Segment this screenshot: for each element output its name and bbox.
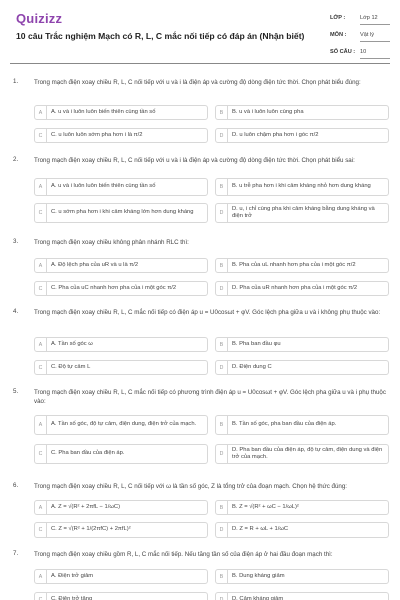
option-letter: B — [216, 570, 228, 583]
option-c[interactable] — [34, 522, 208, 538]
option-a[interactable] — [34, 105, 208, 120]
option-text: D. Pha ban đầu của điện áp, độ tự cảm, điện dung và điện trở của mạch. — [232, 446, 383, 460]
question-number: 3. — [13, 238, 19, 245]
option-d[interactable] — [215, 128, 389, 143]
option-text: B. u và i luôn luôn cùng pha — [232, 108, 304, 115]
header-divider — [10, 63, 390, 64]
option-text: C. Pha ban đầu của điện áp. — [51, 450, 125, 457]
meta-label-question-count: SỐ CÂU : — [330, 49, 356, 55]
option-a[interactable] — [34, 569, 208, 584]
option-letter: D — [216, 129, 228, 142]
option-b[interactable] — [215, 337, 389, 352]
option-d[interactable] — [215, 592, 389, 600]
option-text: C. Độ tự cảm L — [51, 363, 91, 370]
question-number: 5. — [13, 388, 19, 395]
option-a[interactable] — [34, 258, 208, 273]
option-text: C. u sớm pha hơn i khi cảm kháng lớn hơn dung kháng — [51, 209, 194, 216]
question-text: Trong mạch điện xoay chiều R, L, C nối tiếp với u và i là điện áp và cường độ dòng điện tức thời. Chọn phát biểu sai: — [34, 157, 355, 164]
option-letter: A — [35, 501, 47, 514]
option-text: A. Z = √(R² + 2πfL − 1/ωC) — [51, 503, 120, 510]
option-letter: B — [216, 179, 228, 195]
option-text: D. Cảm kháng giảm — [232, 595, 284, 600]
option-letter: A — [35, 106, 47, 119]
option-letter: C — [35, 204, 47, 222]
option-text: A. Tần số góc ω — [51, 340, 93, 347]
option-text: B. Tần số góc, pha ban đầu của điện áp. — [232, 421, 337, 428]
option-text: C. u luôn luôn sớm pha hơn i là π/2 — [51, 131, 143, 138]
option-letter: B — [216, 501, 228, 514]
option-text: D. Pha của uR nhanh hơn pha của i một góc π/2 — [232, 284, 358, 291]
question-number: 4. — [13, 308, 19, 315]
option-b[interactable] — [215, 105, 389, 120]
option-text: A. u và i luôn luôn biến thiên cùng tần số — [51, 108, 156, 115]
meta-label-grade: LỚP : — [330, 15, 346, 21]
option-b[interactable] — [215, 258, 389, 273]
question-text: Trong mạch điện xoay chiều R, L, C nối tiếp với u và i là điện áp và cường độ dòng điện tức thời. Chọn phát biểu đúng: — [34, 79, 361, 86]
option-a[interactable] — [34, 500, 208, 515]
option-text: D. Điện dung C — [232, 363, 272, 370]
option-c[interactable] — [34, 360, 208, 375]
option-letter: D — [216, 593, 228, 600]
option-letter: D — [216, 445, 228, 463]
option-a[interactable] — [34, 337, 208, 352]
meta-value-question-count: 10 — [360, 49, 367, 55]
option-text: D. u, i chỉ cùng pha khi cảm kháng bằng dung kháng và điện trở — [232, 205, 375, 219]
option-letter: A — [35, 179, 47, 195]
option-b[interactable] — [215, 500, 389, 515]
option-letter: A — [35, 259, 47, 272]
option-text: B. Pha của uL nhanh hơn pha của i một góc π/2 — [232, 261, 356, 268]
option-text: B. Dung kháng giảm — [232, 572, 285, 579]
option-text: B. Pha ban đầu φu — [232, 340, 281, 347]
option-letter: A — [35, 416, 47, 434]
question-number: 6. — [13, 482, 19, 489]
meta-info — [330, 12, 390, 63]
option-d[interactable] — [215, 522, 389, 538]
option-text: D. u luôn chậm pha hơn i góc π/2 — [232, 131, 319, 138]
option-b[interactable] — [215, 415, 389, 435]
option-letter: D — [216, 523, 228, 537]
option-letter: C — [35, 523, 47, 537]
meta-row-subject — [330, 29, 390, 46]
meta-row-question-count — [330, 46, 390, 63]
question-number: 1. — [13, 78, 19, 85]
option-text: D. Z = R + ωL + 1/ωC — [232, 526, 289, 533]
option-letter: A — [35, 338, 47, 351]
option-letter: C — [35, 129, 47, 142]
option-letter: B — [216, 259, 228, 272]
meta-underline — [360, 58, 390, 59]
option-d[interactable] — [215, 360, 389, 375]
meta-underline — [360, 41, 390, 42]
option-c[interactable] — [34, 444, 208, 464]
option-letter: C — [35, 282, 47, 295]
option-text: B. u trễ pha hơn i khi cảm kháng nhỏ hơn dung kháng — [232, 183, 371, 190]
meta-underline — [360, 24, 390, 25]
meta-value-grade: Lớp 12 — [360, 15, 378, 21]
meta-label-subject: MÔN : — [330, 32, 347, 38]
option-text: C. Điện trở tăng — [51, 595, 93, 600]
option-text: A. u và i luôn luôn biến thiên cùng tần số — [51, 183, 156, 190]
option-text: A. Tần số góc, độ tự cảm, điện dung, điện trở của mạch. — [51, 421, 197, 428]
option-letter: D — [216, 282, 228, 295]
option-c[interactable] — [34, 592, 208, 600]
option-text: C. Z = √(R² + 1/(2πfC) + 2πfL)² — [51, 526, 131, 533]
option-letter: D — [216, 204, 228, 222]
question-number: 7. — [13, 550, 19, 557]
option-c[interactable] — [34, 128, 208, 143]
option-a[interactable] — [34, 178, 208, 196]
document-header — [0, 0, 400, 62]
option-d[interactable] — [215, 444, 389, 464]
option-c[interactable] — [34, 203, 208, 223]
option-b[interactable] — [215, 569, 389, 584]
meta-value-subject: Vật lý — [360, 32, 374, 38]
option-b[interactable] — [215, 178, 389, 196]
option-text: A. Độ lệch pha của uR và u là π/2 — [51, 261, 139, 268]
option-c[interactable] — [34, 281, 208, 296]
meta-row-grade — [330, 12, 390, 29]
question-text: Trong mạch điện xoay chiều R, L, C mắc nối tiếp có phương trình điện áp u = U0cosωt + φV. Góc lệch pha giữa u và i phụ thuộc vào: — [34, 389, 386, 405]
option-d[interactable] — [215, 281, 389, 296]
document-title: 10 câu Trắc nghiệm Mạch có R, L, C mắc nối tiếp có đáp án (Nhận biết) — [16, 31, 305, 41]
quizizz-logo: Quizizz — [16, 11, 63, 26]
question-text: Trong mạch điện xoay chiều R, L, C nối tiếp với ω là tần số góc, Z là tổng trở của đoạn mạch. Chọn hệ thức đúng: — [34, 483, 347, 490]
option-letter: C — [35, 445, 47, 463]
option-text: C. Pha của uC nhanh hơn pha của i một góc π/2 — [51, 284, 177, 291]
option-letter: D — [216, 361, 228, 374]
question-text: Trong mạch điện xoay chiều R, L, C mắc nối tiếp có điện áp u = U0cosωt + φV. Góc lệch pha giữa u và i không phụ thuộc vào: — [34, 309, 381, 316]
option-letter: C — [35, 361, 47, 374]
option-letter: B — [216, 416, 228, 434]
option-d[interactable] — [215, 203, 389, 223]
question-number: 2. — [13, 156, 19, 163]
option-text: A. Điện trở giảm — [51, 572, 94, 579]
option-letter: B — [216, 338, 228, 351]
option-letter: B — [216, 106, 228, 119]
option-letter: A — [35, 570, 47, 583]
option-a[interactable] — [34, 415, 208, 435]
question-text: Trong mạch điện xoay chiều gồm R, L, C mắc nối tiếp. Nếu tăng tần số của điện áp ở hai đầu đoạn mạch thì: — [34, 551, 333, 558]
option-letter: C — [35, 593, 47, 600]
option-text: B. Z = √(R² + ωC − 1/ωL)² — [232, 503, 299, 510]
question-text: Trong mạch điện xoay chiều không phân nhánh RLC thì: — [34, 239, 189, 246]
